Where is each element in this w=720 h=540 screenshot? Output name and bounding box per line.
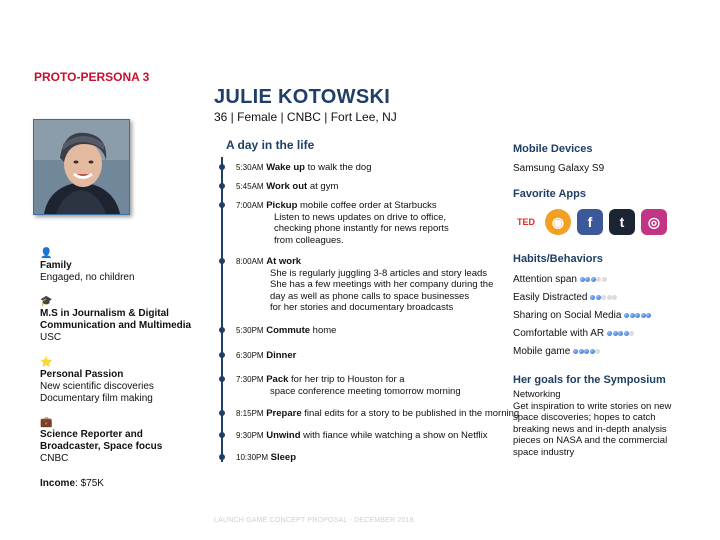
goals-text: [513, 389, 688, 458]
timeline-event: Wake up: [266, 162, 305, 173]
timeline-dot: [219, 327, 225, 333]
rating-dot-empty: [601, 295, 606, 300]
rating-dot-filled: [613, 331, 618, 336]
timeline-event-detail: with fiance while watching a show on Netflix: [300, 430, 488, 441]
timeline-item: [236, 200, 449, 246]
instagram-icon: ◎: [641, 209, 667, 235]
rating-dot-filled: [646, 313, 651, 318]
podcast-icon: ◉: [545, 209, 571, 235]
timeline-dot: [219, 376, 225, 382]
timeline-item-heading: [236, 200, 449, 212]
timeline-item: [236, 162, 371, 174]
habit-rating: [624, 310, 652, 321]
rating-dot-filled: [585, 277, 590, 282]
family-text: Engaged, no children: [40, 272, 135, 283]
passion-title: Personal Passion: [40, 369, 124, 380]
timeline-item: [236, 408, 519, 420]
habit-row: [513, 328, 635, 339]
briefcase-icon: 💼: [40, 417, 53, 428]
timeline-event-detail: mobile coffee order at Starbucks: [297, 200, 437, 211]
apps-title: Favorite Apps: [513, 188, 586, 200]
persona-name: JULIE KOTOWSKI: [214, 86, 391, 108]
rating-dot-filled: [624, 313, 629, 318]
timeline-dot: [219, 352, 225, 358]
devices-value: Samsung Galaxy S9: [513, 163, 605, 174]
rating-dot-filled: [590, 349, 595, 354]
timeline-item-heading: [236, 430, 487, 442]
rating-dot-empty: [595, 349, 600, 354]
rating-dot-filled: [624, 331, 629, 336]
timeline-description: space conference meeting tomorrow morning: [270, 385, 461, 397]
timeline-item-heading: [236, 325, 336, 337]
rating-dot-filled: [584, 349, 589, 354]
timeline-time: 5:30AM: [236, 163, 264, 172]
habit-row: [513, 292, 618, 303]
habit-rating: [607, 328, 635, 339]
timeline-time: 6:30PM: [236, 351, 264, 360]
habit-rating: [590, 292, 618, 303]
timeline-event: Unwind: [266, 430, 301, 441]
persona-subtitle: 36 | Female | CNBC | Fort Lee, NJ: [214, 110, 397, 124]
timeline-dot: [219, 164, 225, 170]
habit-label: Easily Distracted: [513, 292, 588, 304]
timeline-dot: [219, 454, 225, 460]
timeline-event-detail: to walk the dog: [304, 162, 372, 173]
habit-label: Mobile game: [513, 346, 571, 358]
timeline-event-detail: for her trip to Houston for a: [288, 374, 405, 385]
timeline-item: [236, 350, 296, 362]
persona-label: PROTO-PERSONA 3: [34, 70, 150, 84]
habit-row: [513, 310, 652, 321]
education-title: M.S in Journalism & Digital Communication and Multimedia: [40, 308, 192, 331]
timeline-event: At work: [266, 256, 302, 267]
habit-row: [513, 274, 607, 285]
day-title: A day in the life: [226, 138, 315, 152]
timeline-description: from colleagues.: [274, 234, 344, 246]
portrait-image: [34, 120, 129, 214]
habit-rating: [573, 346, 601, 357]
timeline-event: Prepare: [266, 408, 302, 419]
rating-dot-filled: [641, 313, 646, 318]
timeline-item-heading: [236, 452, 296, 464]
timeline-item: [236, 452, 296, 464]
timeline-event: Work out: [266, 181, 308, 192]
timeline-event: Dinner: [266, 350, 297, 361]
timeline-event-detail: final edits for a story to be published in the morning: [301, 408, 520, 419]
facebook-icon: f: [577, 209, 603, 235]
habit-label: Attention span: [513, 274, 577, 286]
devices-title: Mobile Devices: [513, 143, 593, 155]
habit-row: [513, 346, 601, 357]
rating-dot-empty: [607, 295, 612, 300]
timeline-dot: [219, 432, 225, 438]
timeline-description: She is regularly juggling 3-8 articles and story leads: [270, 267, 488, 279]
timeline-time: 8:00AM: [236, 257, 264, 266]
rating-dot-filled: [579, 349, 584, 354]
tumblr-icon: t: [609, 209, 635, 235]
footer: LAUNCH GAME CONCEPT PROPOSAL - DECEMBER 2018: [214, 517, 414, 524]
timeline-description: for her stories and documentary broadcasts: [270, 302, 454, 313]
habit-label: Sharing on Social Media: [513, 310, 622, 322]
rating-dot-filled: [635, 313, 640, 318]
timeline-time: 7:30PM: [236, 375, 264, 384]
rating-dot-filled: [590, 295, 595, 300]
family-section: [40, 247, 135, 284]
timeline-event: Commute: [266, 325, 311, 336]
habit-label: Comfortable with AR: [513, 328, 605, 340]
rating-dot-empty: [612, 295, 617, 300]
habit-rating: [580, 274, 608, 285]
rating-dot-filled: [580, 277, 585, 282]
goals-title: Her goals for the Symposium: [513, 374, 666, 386]
timeline-event: Sleep: [270, 452, 297, 463]
job-section: [40, 416, 190, 465]
timeline-time: 8:15PM: [236, 409, 264, 418]
rating-dot-filled: [591, 277, 596, 282]
timeline-item-heading: [236, 408, 519, 420]
passion-section: [40, 356, 154, 405]
passion-line-1: New scientific discoveries: [40, 381, 154, 392]
timeline-time: 7:00AM: [236, 201, 264, 210]
persona-photo: [33, 119, 130, 215]
habits-title: Habits/Behaviors: [513, 253, 603, 265]
goals-line-2: Get inspiration to write stories on new space discoveries; hopes to catch breaking news and in-depth analysis pieces on NASA and the commercial space industry: [513, 400, 672, 458]
job-text: CNBC: [40, 453, 69, 464]
rating-dot-empty: [602, 277, 607, 282]
education-text: USC: [40, 332, 62, 343]
timeline-dot: [219, 258, 225, 264]
rating-dot-filled: [573, 349, 578, 354]
apps-row: [513, 209, 667, 235]
timeline-event-detail: at gym: [307, 181, 339, 192]
timeline-description: Listen to news updates on drive to office,: [274, 211, 446, 223]
graduation-cap-icon: 🎓: [40, 296, 53, 307]
timeline-time: 5:30PM: [236, 326, 264, 335]
timeline-item: [236, 325, 336, 337]
rating-dot-filled: [618, 331, 623, 336]
timeline-item-heading: [236, 162, 371, 174]
passion-line-2: Documentary film making: [40, 393, 153, 404]
timeline-dot: [219, 202, 225, 208]
timeline-item: [236, 181, 338, 193]
timeline-event-detail: home: [310, 325, 337, 336]
goals-line-1: Networking: [513, 389, 561, 400]
timeline-event: Pack: [266, 374, 289, 385]
income-section: [40, 478, 104, 490]
rating-dot-filled: [596, 295, 601, 300]
education-section: [40, 295, 200, 344]
family-title: Family: [40, 260, 72, 271]
timeline-dot: [219, 183, 225, 189]
timeline-time: 5:45AM: [236, 182, 264, 191]
rating-dot-empty: [629, 331, 634, 336]
timeline-item-heading: [236, 256, 493, 268]
timeline-item: [236, 430, 487, 442]
timeline-description: day as well as phone calls to space businesses: [270, 290, 470, 302]
star-icon: ⭐: [40, 357, 53, 368]
person-icon: 👤: [40, 248, 53, 259]
rating-dot-empty: [596, 277, 601, 282]
rating-dot-filled: [630, 313, 635, 318]
timeline-item-heading: [236, 350, 296, 362]
timeline-item-heading: [236, 181, 338, 193]
timeline-time: 9:30PM: [236, 431, 264, 440]
income-value: : $75K: [75, 478, 104, 489]
ted-icon: TED: [513, 209, 539, 235]
timeline-description: checking phone instantly for news reports: [274, 223, 449, 234]
job-title: Science Reporter and Broadcaster, Space focus: [40, 429, 163, 452]
timeline-item: [236, 256, 493, 314]
income-label: Income: [40, 478, 76, 489]
timeline-description: She has a few meetings with her company during the: [270, 279, 494, 290]
timeline-dot: [219, 410, 225, 416]
timeline-item: [236, 374, 461, 397]
rating-dot-filled: [607, 331, 612, 336]
timeline-time: 10:30PM: [236, 453, 269, 462]
timeline-item-heading: [236, 374, 461, 386]
timeline-event: Pickup: [266, 200, 298, 211]
